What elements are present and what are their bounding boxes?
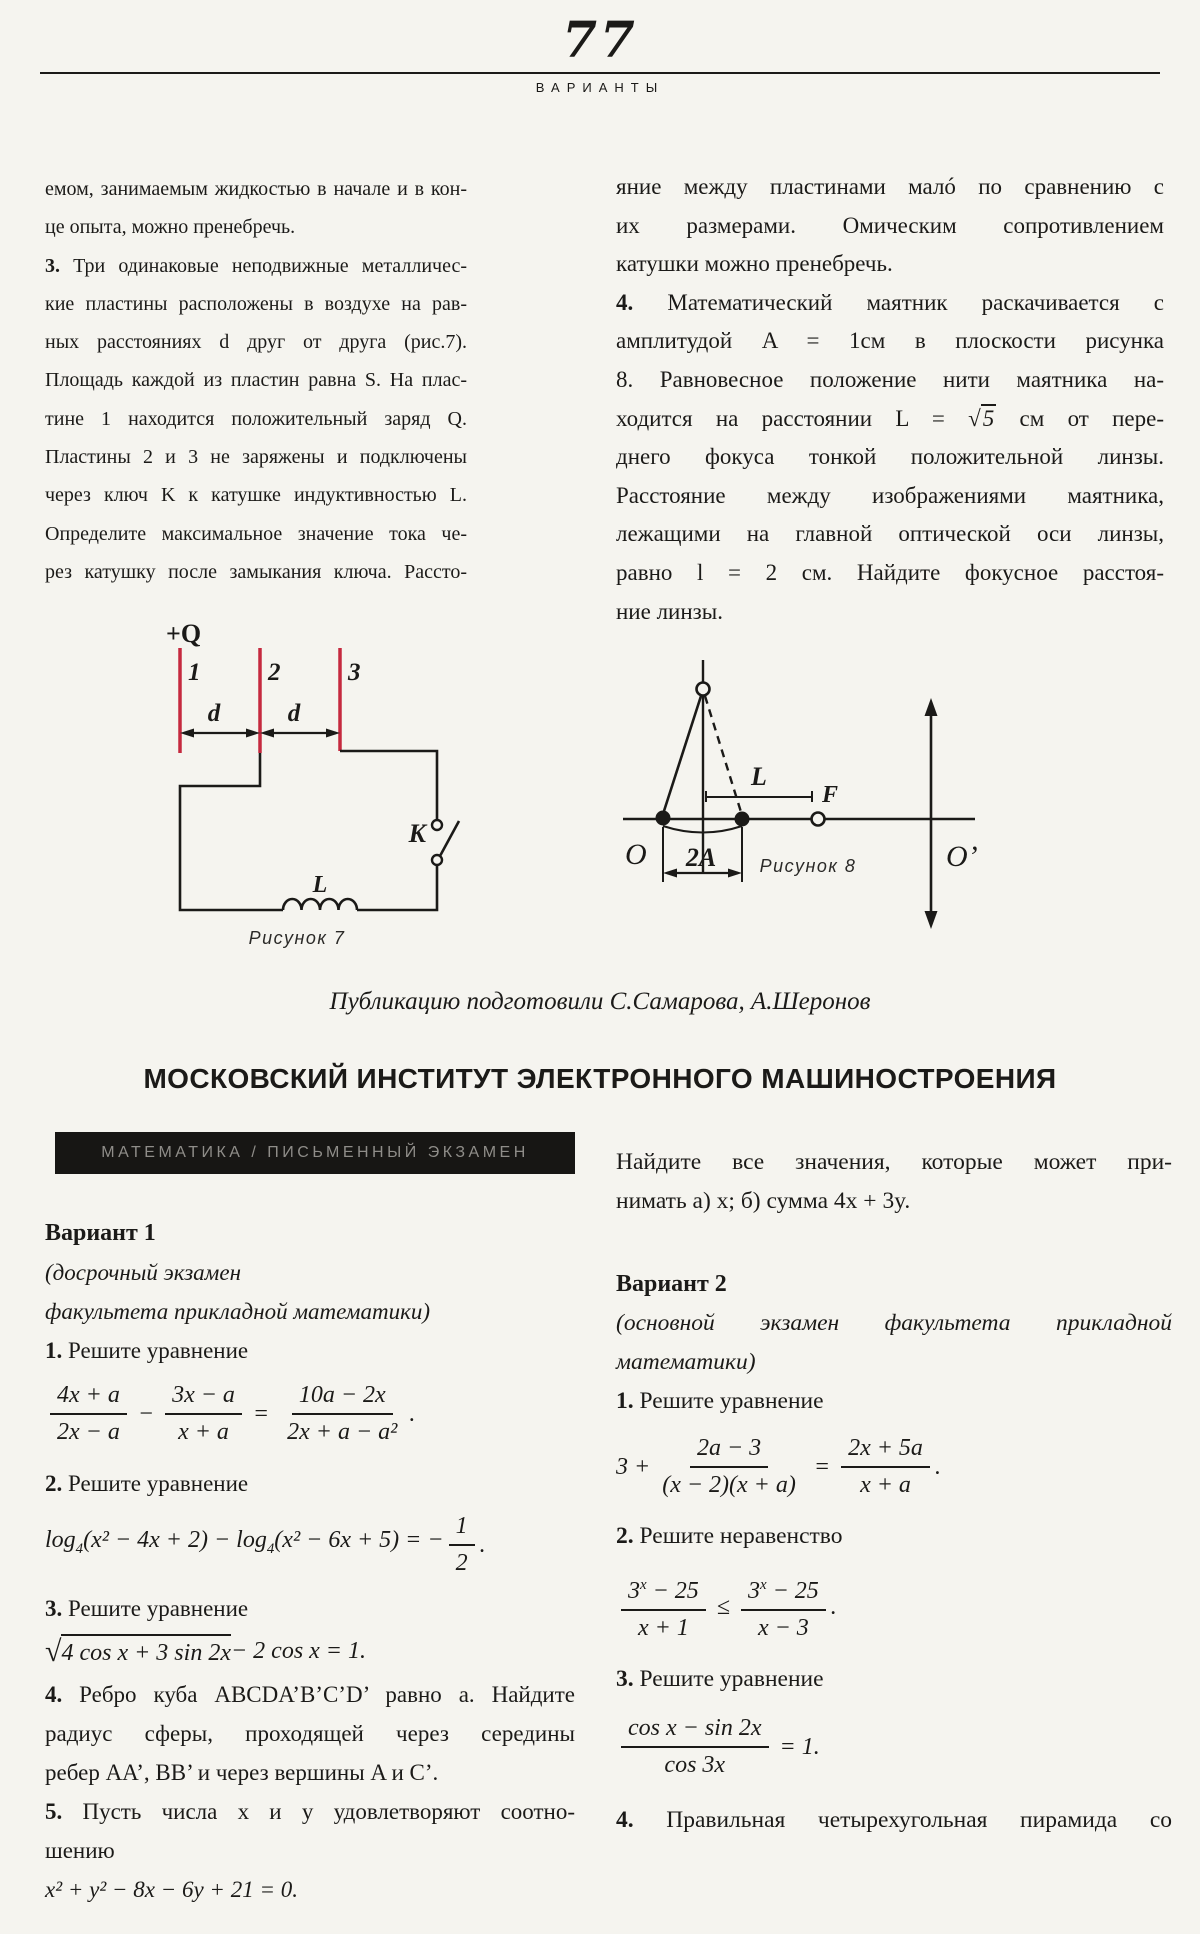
lens-arrowhead-down [925, 911, 938, 929]
physics-column-left [45, 170, 467, 591]
arrowhead [326, 729, 340, 738]
problem-line: 3. Решите уравнение [45, 1596, 249, 1621]
text-line: емом, занимаемым жидкостью в начале и в кон- [45, 178, 467, 200]
problem-line: ребер AA’, BB’ и через вершины A и C’. [45, 1760, 439, 1785]
switch-contact [432, 820, 442, 830]
fraction: $\frac{1}{2}$ [449, 1511, 475, 1579]
switch-contact [432, 855, 442, 865]
switch-label: K [408, 819, 426, 848]
text-line: Пластины 2 и 3 не заряжены и подключены [45, 446, 467, 469]
pivot-point [697, 683, 710, 696]
formula-v1-1: 4x + a 2x − a − $\frac{3x - a}{x + a}$ = $\frac{10a - 2x}{\text{2x + a − a²}}$ . [45, 1380, 575, 1448]
arrowhead [728, 869, 742, 878]
text-line-sqrt5: ходится на расстоянии L = √5 см от пере- [616, 405, 1164, 431]
problem-line: 3. Решите уравнение [616, 1666, 824, 1692]
fraction: $\frac{3^x - 25}{x + 1}$ [621, 1570, 706, 1644]
amplitude-label: 2A [685, 843, 717, 872]
radical-sign: √ [968, 405, 981, 431]
inductor-label: L [312, 872, 328, 898]
formula-v2-3: $\frac{\text{cos x − sin 2x}}{\cos 3x}$ = 1. [616, 1713, 1172, 1781]
distance-label: d [207, 700, 221, 727]
problem-line: 2. Решите уравнение [45, 1471, 249, 1496]
text-line: Расстояние между изображениями маятника, [616, 482, 1164, 508]
formula-v1-2: $\log_4(x^2 - 4x + 2) - \log_4(x^2 - 6x + 5)$ = − $\frac{1}{2}$ . [45, 1511, 575, 1579]
text-line: це опыта, можно пренебречь. [45, 216, 296, 239]
page-number: 77 [562, 10, 638, 69]
O-label: O [625, 838, 647, 871]
pendulum-string-dashed [705, 696, 741, 812]
fraction: $\frac{10a - 2x}{\text{2x + a − a²}}$ [287, 1382, 398, 1445]
pendulum-bob-left [656, 811, 671, 826]
text-line: 8. Равновесное положение нити маятника на- [616, 366, 1164, 392]
formula-v1-3: √ 4 cos x + 3 sin 2x − 2 cos x = 1. [45, 1635, 367, 1668]
text-line: ных расстояниях d друг от друга (рис.7). [45, 331, 467, 354]
text-line-problem4: 4. Математический маятник раскачивается с [616, 289, 1164, 315]
publication-credit: Публикацию подготовили С.Самарова, А.Шеронов [329, 988, 871, 1015]
fraction: $\frac{3x - a}{x + a}$ [165, 1380, 242, 1448]
text-line: Определите максимальное значение тока че- [45, 522, 467, 545]
text-line: их размерами. Омическим сопротивлением [616, 212, 1164, 238]
header-rule [40, 72, 1160, 74]
radical-sign: √ [45, 1635, 62, 1668]
section-heading: ВАРИАНТЫ [535, 80, 665, 95]
text-line: через ключ K к катушке индуктивностью L. [45, 484, 467, 507]
physics-column-right [616, 168, 1164, 631]
charge-label: +Q [166, 619, 202, 648]
figure8-caption: Рисунок 8 [759, 856, 857, 876]
problem-line: 1. Решите уравнение [45, 1338, 249, 1363]
text-line: равно l = 2 см. Найдите фокусное расстоя- [616, 559, 1164, 585]
variant2-subtitle: (основной экзамен факультета прикладной [616, 1310, 1172, 1336]
text-line: тине 1 находится положительный заряд Q. [45, 407, 467, 430]
variant1-subtitle: (досрочный экзамен [45, 1260, 241, 1285]
arrowhead [246, 729, 260, 738]
exam-banner-label: МАТЕМАТИКА / ПИСЬМЕННЫЙ ЭКЗАМЕН [101, 1144, 529, 1161]
text-line: ние линзы. [616, 598, 723, 624]
text-line-problem3: 3. Три одинаковые неподвижные металличес- [45, 254, 467, 277]
problem-line: Найдите все значения, которые может при- [616, 1149, 1172, 1175]
exam-banner [55, 1132, 575, 1174]
plate-1-label: 1 [188, 659, 201, 686]
inductor-coil [283, 899, 357, 910]
problem-line: 5. Пусть числа x и y удовлетворяют соотно- [45, 1799, 575, 1824]
text-line: кие пластины расположены в воздухе на рав- [45, 292, 467, 315]
text-line: яние между пластинами малó по сравнению с [616, 174, 1164, 199]
formula-v2-1: 3 + $\frac{2a - 3}{(x - 2)(x + a)}$ = $\frac{2x + 5a}{x + a}$ . [616, 1433, 1172, 1501]
problem-line: 4. Правильная четырехугольная пирамида со [616, 1807, 1172, 1833]
problem-line: нимать а) x; б) сумма 4x + 3y. [616, 1188, 911, 1214]
problem-line: 4. Ребро куба ABCDA’B’C’D’ равно a. Найдите [45, 1682, 575, 1707]
circuit-wire [340, 751, 437, 820]
problem-line: шению [45, 1838, 115, 1863]
figure7-circuit-diagram [140, 618, 500, 958]
text-line: Площадь каждой из пластин равна S. На плас- [45, 369, 467, 392]
variant2-title: Вариант 2 [616, 1271, 727, 1297]
institute-heading: МОСКОВСКИЙ ИНСТИТУТ ЭЛЕКТРОННОГО МАШИНОСТРОЕНИЯ [143, 1063, 1057, 1094]
fraction: $\frac{2a - 3}{(x - 2)(x + a)}$ [662, 1435, 796, 1498]
fraction: $\frac{\text{cos x − sin 2x}}{\cos 3x}$ [621, 1713, 769, 1781]
text-line: лежащими на главной оптической оси линзы, [616, 521, 1164, 547]
variant1-column [45, 1214, 575, 1909]
circuit-wire [180, 753, 283, 910]
F-label: F [822, 782, 839, 808]
variant1-subtitle: факультета прикладной математики) [45, 1299, 430, 1324]
figure8-lens-diagram [608, 652, 1178, 942]
pendulum-string-solid [664, 696, 701, 811]
O-prime-label: O’ [946, 840, 978, 873]
text-line: амплитудой A = 1см в плоскости рисунка [616, 328, 1164, 354]
arrowhead [260, 729, 274, 738]
variant2-column [616, 1143, 1172, 1840]
plate-2-label: 2 [268, 659, 281, 686]
focus-point-F [812, 813, 825, 826]
fraction: 4x + a 2x − a [50, 1380, 127, 1448]
distance-label: d [287, 700, 301, 727]
formula-v1-5: x² + y² − 8x − 6y + 21 = 0. [45, 1877, 298, 1902]
variant2-subtitle: математики) [616, 1349, 756, 1375]
arrowhead [180, 729, 194, 738]
pendulum-bob-right [735, 812, 750, 827]
plate-3-label: 3 [348, 659, 361, 686]
problem-line: 2. Решите неравенство [616, 1523, 843, 1549]
fraction: $\frac{2x + 5a}{x + a}$ [841, 1433, 930, 1501]
arrowhead [663, 869, 677, 878]
variant1-title: Вариант 1 [45, 1220, 156, 1246]
fraction: $\frac{3^x - 25}{x - 3}$ [741, 1570, 826, 1644]
text-line: рез катушку после замыкания ключа. Рассто- [45, 560, 467, 583]
formula-v2-2: $\frac{3^x - 25}{x + 1}$ ≤ $\frac{3^x - 25}{x - 3}$ . [616, 1570, 1172, 1644]
L-label: L [751, 762, 767, 791]
figure7-caption: Рисунок 7 [248, 928, 346, 948]
circuit-wire [357, 865, 437, 910]
text-line: катушки можно пренебречь. [616, 251, 893, 277]
text-line: днего фокуса тонкой положительной линзы. [616, 444, 1164, 470]
lens-arrowhead-up [925, 698, 938, 716]
problem-line: 1. Решите уравнение [616, 1388, 824, 1414]
problem-line: радиус сферы, проходящей через середины [45, 1721, 575, 1746]
